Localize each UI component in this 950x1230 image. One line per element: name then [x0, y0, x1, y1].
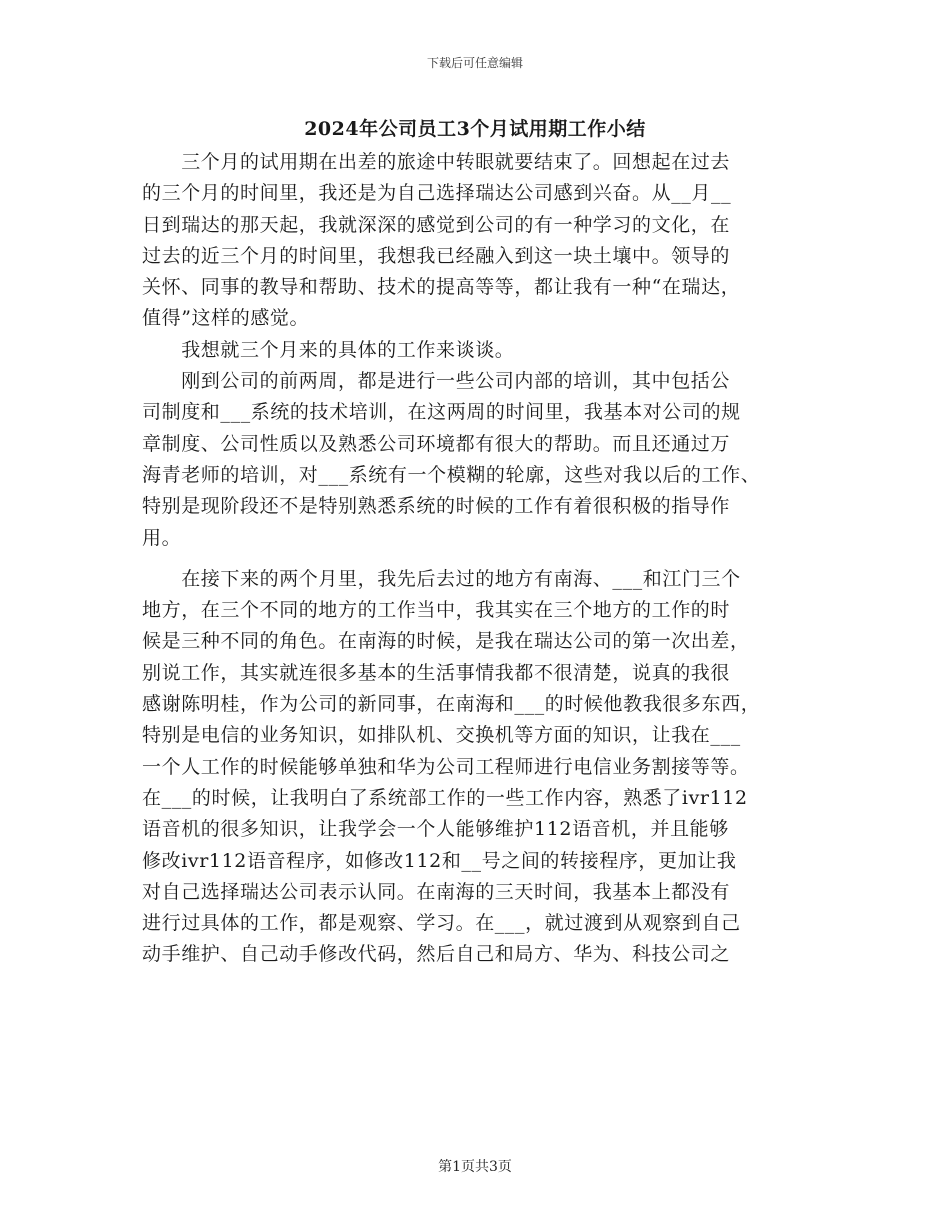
body-line: 日到瑞达的那天起，我就深深的感觉到公司的有一种学习的文化，在 [142, 213, 731, 236]
body-line: 特别是电信的业务知识，如排队机、交换机等方面的知识，让我在___ [142, 724, 741, 747]
body-line: 的三个月的时间里，我还是为自己选择瑞达公司感到兴奋。从__月__ [142, 182, 732, 205]
body-line: 过去的近三个月的时间里，我想我已经融入到这一块土壤中。领导的 [142, 244, 731, 267]
body-line: 特别是现阶段还不是特别熟悉系统的时候的工作有着很积极的指导作 [142, 495, 731, 518]
body-line: 关怀、同事的教导和帮助、技术的提高等等，都让我有一种“在瑞达， [142, 276, 741, 299]
body-line: 候是三种不同的角色。在南海的时候，是我在瑞达公司的第一次出差， [142, 630, 750, 653]
body-line: 感谢陈明桂，作为公司的新同事，在南海和___的时候他教我很多东西， [142, 693, 761, 716]
body-line: 地方，在三个不同的地方的工作当中，我其实在三个地方的工作的时 [142, 599, 731, 622]
header-note: 下载后可任意编辑 [426, 56, 523, 70]
body-line: 别说工作，其实就连很多基本的生活事情我都不很清楚，说真的我很 [142, 661, 731, 684]
body-line: 一个人工作的时候能够单独和华为公司工程师进行电信业务割接等等。 [142, 755, 750, 778]
body-line: 司制度和___系统的技术培训，在这两周的时间里，我基本对公司的规 [142, 401, 741, 424]
document-body [142, 147, 810, 971]
body-line: 对自己选择瑞达公司表示认同。在南海的三天时间，我基本上都没有 [142, 880, 731, 903]
body-line: 刚到公司的前两周，都是进行一些公司内部的培训，其中包括公 [142, 370, 731, 393]
body-line: 语音机的很多知识，让我学会一个人能够维护112语音机，并且能够 [142, 818, 729, 841]
page-number: 第1页共3页 [438, 1159, 512, 1175]
body-line: 值得”这样的感觉。 [142, 307, 310, 330]
body-line: 用。 [142, 526, 182, 549]
document-title: 2024年公司员工3个月试用期工作小结 [304, 118, 646, 140]
body-line: 章制度、公司性质以及熟悉公司环境都有很大的帮助。而且还通过万 [142, 432, 731, 455]
body-line: 修改ivr112语音程序，如修改112和__号之间的转接程序，更加让我 [142, 849, 737, 872]
body-line: 动手维护、自己动手修改代码，然后自己和局方、华为、科技公司之 [142, 943, 731, 966]
body-line: 在接下来的两个月里，我先后去过的地方有南海、___和江门三个 [142, 567, 741, 590]
body-line: 三个月的试用期在出差的旅途中转眼就要结束了。回想起在过去 [142, 151, 731, 173]
body-line: 海青老师的培训，对___系统有一个模糊的轮廓，这些对我以后的工作、 [142, 463, 761, 486]
body-line: 进行过具体的工作，都是观察、学习。在___，就过渡到从观察到自己 [142, 912, 741, 935]
body-line: 在___的时候，让我明白了系统部工作的一些工作内容，熟悉了ivr112 [142, 786, 748, 809]
body-line: 我想就三个月来的具体的工作来谈谈。 [142, 338, 515, 361]
